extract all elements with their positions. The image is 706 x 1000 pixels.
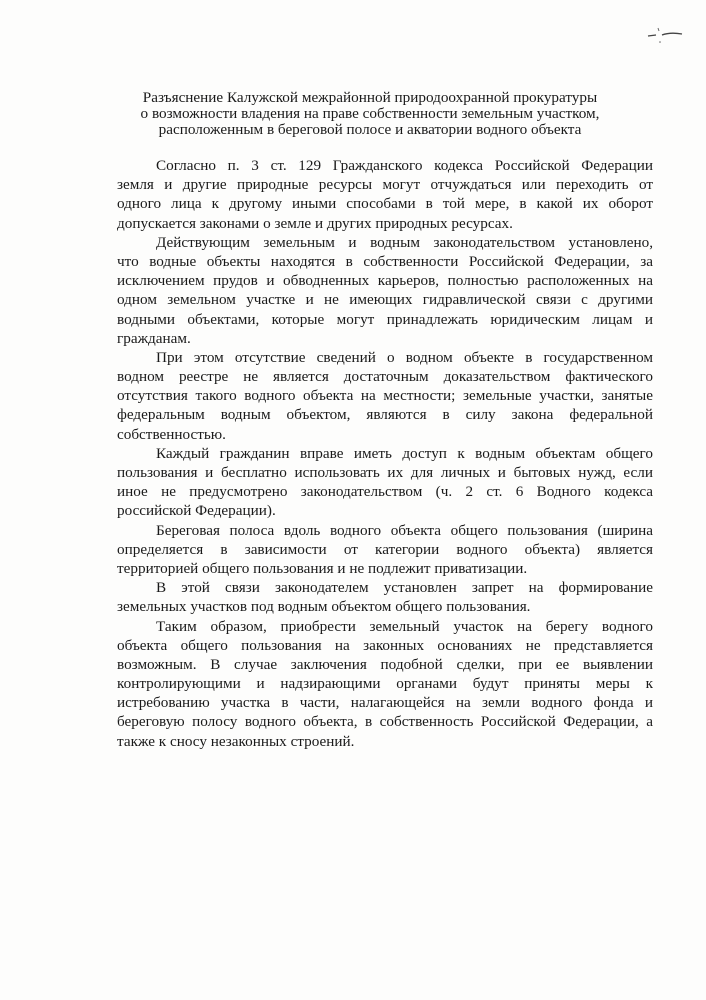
title-line: расположенным в береговой полосе и акватории водного объекта — [158, 121, 582, 138]
paragraph — [117, 156, 653, 233]
text-line: что водные объекты находятся в собственности Российской Федерации, за — [117, 252, 653, 270]
text-line: Таким образом, приобрести земельный участок на берегу водного — [156, 617, 653, 635]
text-line: Каждый гражданин вправе иметь доступ к водным объектам общего — [156, 444, 653, 462]
text-line: гражданам. — [117, 329, 191, 347]
text-line: береговую полосу водного объекта, в собственность Российской Федерации, а — [117, 713, 653, 731]
title-line: о возможности владения на праве собственности земельным участком, — [140, 105, 600, 122]
paragraph — [117, 578, 653, 616]
text-line: одного лица к другому иными способами в той мере, в какой их оборот — [117, 195, 653, 213]
text-line: федеральным водным объектом, являются в силу закона федеральной — [117, 406, 653, 424]
document-title — [60, 90, 680, 138]
text-line: При этом отсутствие сведений о водном объекте в государственном — [156, 348, 653, 366]
handwritten-mark — [646, 22, 686, 46]
text-line: иное не предусмотрено законодательством (ч. 2 ст. 6 Водного кодекса — [117, 483, 653, 501]
text-line: объекта общего пользования на законных основаниях не представляется — [117, 636, 653, 654]
text-line: пользования и бесплатно использовать их для личных и бытовых нужд, если — [117, 464, 653, 481]
paragraph — [117, 617, 653, 751]
text-line: исключением прудов и обводненных карьеров, полностью расположенных на — [117, 272, 653, 290]
text-line: определяется в зависимости от категории водного объекта) является — [117, 540, 653, 558]
text-line: Согласно п. 3 ст. 129 Гражданского кодекса Российской Федерации — [156, 157, 653, 174]
text-line: российской Федерации). — [117, 502, 276, 520]
text-line: территорией общего пользования и не подлежит приватизации. — [117, 559, 528, 577]
text-line: собственностью. — [117, 425, 226, 443]
text-line: допускается законами о земле и других природных ресурсах. — [117, 214, 513, 232]
paragraph — [117, 444, 653, 521]
text-line: Действующим земельным и водным законодательством установлено, — [156, 233, 653, 251]
title-line: Разъяснение Калужской межрайонной природоохранной прокуратуры — [142, 89, 598, 106]
text-line: Береговая полоса вдоль водного объекта общего пользования (ширина — [156, 521, 653, 539]
text-line: отсутствия такого водного объекта на местности; земельные участки, занятые — [117, 387, 653, 405]
text-line: земля и другие природные ресурсы могут отчуждаться или переходить от — [117, 176, 653, 194]
paragraph — [117, 521, 653, 579]
text-line: водными объектами, которые могут принадлежать юридическим лицам и — [117, 310, 653, 328]
document-body — [117, 156, 653, 751]
text-line: возможным. В случае заключения подобной сделки, при ее выявлении — [117, 655, 653, 673]
paragraph — [117, 348, 653, 444]
paragraph — [117, 233, 653, 348]
text-line: контролирующими и надзирающими органами будут приняты меры к — [117, 675, 653, 693]
text-line: В этой связи законодателем установлен запрет на формирование — [156, 579, 653, 597]
text-line: водном реестре не является достаточным доказательством фактического — [117, 368, 653, 386]
text-line: истребованию участка в части, налагающейся на земли водного фонда и — [117, 694, 653, 712]
text-line: одном земельном участке и не имеющих гидравлической связи с другими — [117, 291, 653, 309]
text-line: земельных участков под водным объектом общего пользования. — [117, 598, 531, 616]
text-line: также к сносу незаконных строений. — [117, 732, 355, 750]
